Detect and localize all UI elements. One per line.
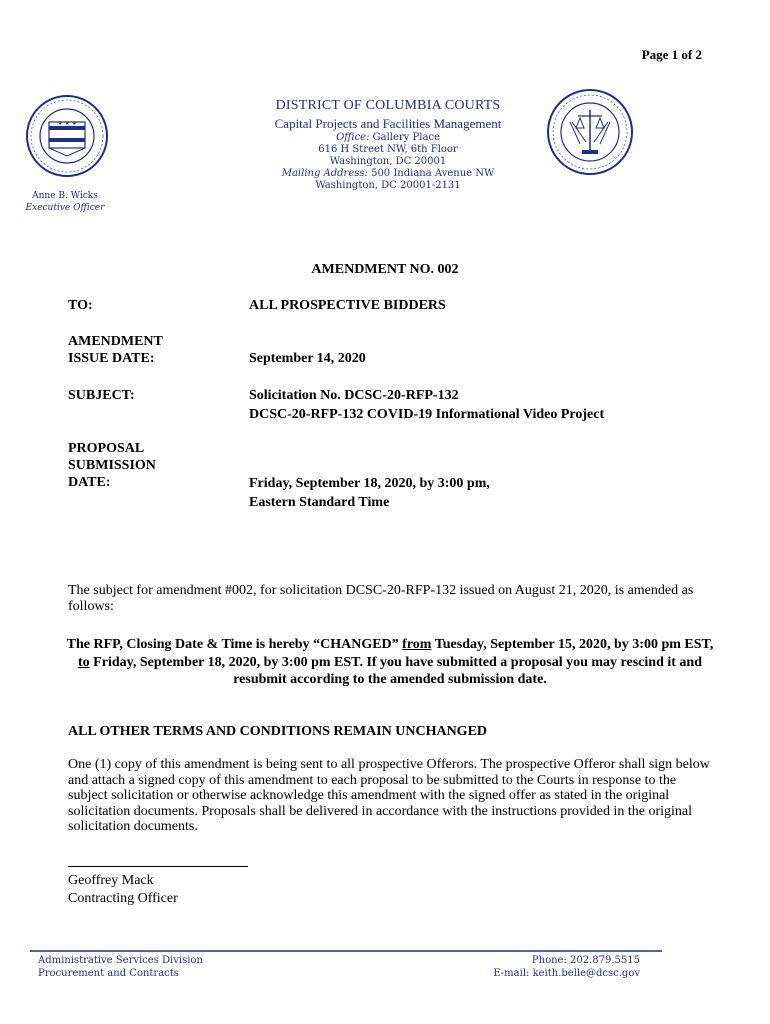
footer-divider xyxy=(30,950,662,952)
footer-right xyxy=(493,954,640,980)
letterhead-subtitle: Capital Projects and Facilities Management xyxy=(274,116,502,131)
mailing-value: 500 Indiana Avenue NW xyxy=(371,168,495,179)
footer-division: Administrative Services Division xyxy=(38,955,203,966)
change-notice-to: to xyxy=(78,654,90,670)
svg-text:★: ★ xyxy=(72,122,77,127)
signature-block xyxy=(68,872,178,908)
proposal-date-label xyxy=(68,440,156,491)
issue-date-value: September 14, 2020 xyxy=(249,351,366,366)
to-value: ALL PROSPECTIVE BIDDERS xyxy=(249,298,446,313)
change-notice xyxy=(60,636,720,689)
issue-label-line-2: ISSUE DATE: xyxy=(68,351,155,366)
letterhead xyxy=(200,98,576,192)
signature-line xyxy=(68,866,248,867)
subject-label: SUBJECT: xyxy=(68,388,135,403)
office-label: Office: xyxy=(336,132,370,143)
svg-text:★: ★ xyxy=(65,122,70,127)
mailing-label: Mailing Address: xyxy=(281,168,368,179)
svg-text:★: ★ xyxy=(58,122,63,127)
issue-label-line-1: AMENDMENT xyxy=(68,334,163,349)
intro-paragraph: The subject for amendment #002, for solicitation DCSC-20-RFP-132 issued on August 21, 2020, is amended as follows: xyxy=(68,583,694,614)
change-notice-part-2: Tuesday, September 15, 2020, by 3:00 pm EST, xyxy=(431,637,714,652)
footer-email[interactable]: E-mail: keith.belle@dcsc.gov xyxy=(493,968,640,979)
footer-department: Procurement and Contracts xyxy=(38,968,179,979)
footer-phone: Phone: 202.879.5515 xyxy=(531,955,640,966)
amendment-title: AMENDMENT NO. 002 xyxy=(311,262,459,277)
change-notice-part-3: Friday, September 18, 2020, by 3:00 pm EST. If you have submitted a proposal you may rescind it and resubmit according to the amended submission date. xyxy=(89,654,702,687)
terms-paragraph: One (1) copy of this amendment is being sent to all prospective Offerors. The prospective Offeror shall sign below and attach a signed copy of this amendment to each proposal to be submitted to the Courts in response to the subject solicitation or otherwise acknowledge this amendment with the signed offer as stated in the original solicitation documents. Proposals shall be delivered in accordance with the instructions provided in the original solicitation documents. xyxy=(68,757,710,835)
proposal-label-line-1: PROPOSAL xyxy=(68,441,145,456)
executive-officer xyxy=(20,190,110,214)
signatory-name: Geoffrey Mack xyxy=(68,873,154,888)
proposal-label-line-2: SUBMISSION xyxy=(68,458,156,473)
officer-name: Anne B. Wicks xyxy=(32,191,98,201)
mailing-line xyxy=(200,168,576,180)
change-notice-from: from xyxy=(402,637,432,652)
subject-line-2: DCSC-20-RFP-132 COVID-19 Informational Video Project xyxy=(249,407,605,422)
signatory-title: Contracting Officer xyxy=(68,891,178,906)
street-line: 616 H Street NW, 6th Floor xyxy=(318,144,458,155)
page-number: Page 1 of 2 xyxy=(641,47,702,62)
city-line-1: Washington, DC 20001 xyxy=(329,156,447,167)
office-value: Gallery Place xyxy=(372,132,440,143)
court-of-appeals-seal-icon xyxy=(25,94,109,178)
proposal-label-line-3: DATE: xyxy=(68,475,111,490)
proposal-value-line-1: Friday, September 18, 2020, by 3:00 pm, xyxy=(249,476,490,491)
change-notice-part-1: The RFP, Closing Date & Time is hereby “CHANGED” xyxy=(66,637,403,652)
to-label: TO: xyxy=(68,298,93,313)
proposal-value-line-2: Eastern Standard Time xyxy=(249,495,390,510)
footer-left xyxy=(38,954,203,980)
city-line-2: Washington, DC 20001-2131 xyxy=(315,180,461,191)
officer-title: Executive Officer xyxy=(25,203,105,213)
office-line xyxy=(200,132,576,144)
subject-value xyxy=(249,387,604,423)
terms-heading: ALL OTHER TERMS AND CONDITIONS REMAIN UNCHANGED xyxy=(68,724,488,739)
subject-line-1: Solicitation No. DCSC-20-RFP-132 xyxy=(249,388,459,403)
issue-date-label xyxy=(68,333,163,367)
proposal-date-value xyxy=(249,475,490,511)
letterhead-title: DISTRICT OF COLUMBIA COURTS xyxy=(275,98,501,113)
